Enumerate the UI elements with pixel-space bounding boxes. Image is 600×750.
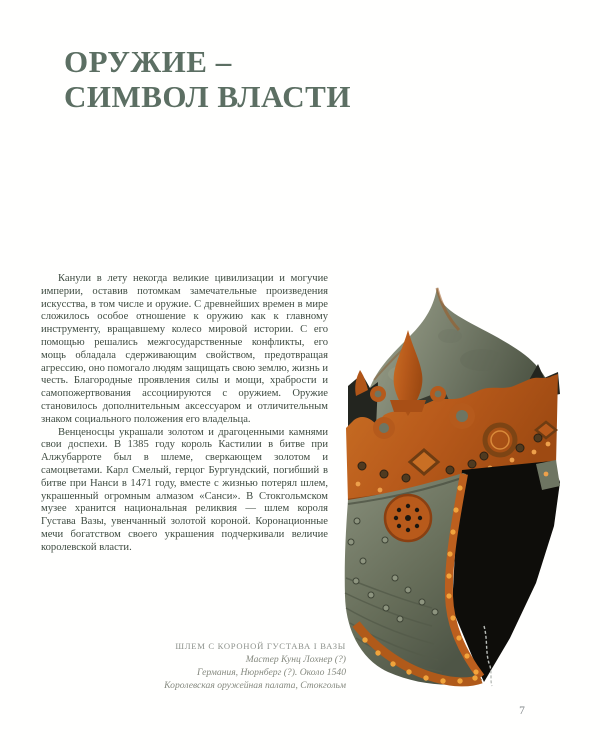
page-title-line2: СИМВОЛ ВЛАСТИ <box>64 79 351 114</box>
caption-line-origin: Германия, Нюрнберг (?). Около 1540 <box>196 667 346 678</box>
page-title <box>64 44 394 114</box>
page-number: 7 <box>519 705 525 717</box>
helmet-photo <box>332 278 598 690</box>
paragraph-2: Венценосцы украшали золотом и драгоценными камнями свои доспехи. В 1385 году король Кастилии в битве при Алжубарроте был в шлеме, сверкающем золотом и самоцветами. Карл Смелый, герцог Бургундский, погибший в битве при Нанси в 1471 году, вместе с жизнью потерял шлем, украшенный огромным алмазом «Санси». В Стокгольмском музее хранится национальная реликвия — шлем короля Густава Вазы, увенчанный золотой короной. Коронационные мечи богатством своего украшения подчеркивали величие королевской власти. <box>41 426 328 553</box>
caption-line-museum: Королевская оружейная палата, Стокгольм <box>164 680 346 691</box>
page-title-line1: ОРУЖИЕ – <box>64 44 232 79</box>
figure-caption <box>40 640 346 692</box>
helmet-illustration <box>332 278 598 690</box>
body-text <box>41 273 328 555</box>
caption-title: ШЛЕМ С КОРОНОЙ ГУСТАВА I ВАЗЫ <box>175 641 346 651</box>
paragraph-1: Канули в лету некогда великие цивилизации и могучие империи, оставив потомкам замечательные произведения искусства, в том числе и оружие. С древнейших времен в мире сложилось особое отношение к оружию как к главному инструменту, вращавшему колесо мировой истории. С его помощью решались межгосударственные конфликты, его мощь обладала сдерживающим свойством, предотвращая агрессию, оно помогало людям защищать свою землю, жизнь и честь. Благородные проявления силы и мощи, храбрости и самопожертвования ассоциируются с оружием. Оружие становилось дополнительным аксессуаром и отличительным знаком социального положения его владельца. <box>41 273 328 425</box>
caption-line-master: Мастер Кунц Лохнер (?) <box>245 654 346 665</box>
